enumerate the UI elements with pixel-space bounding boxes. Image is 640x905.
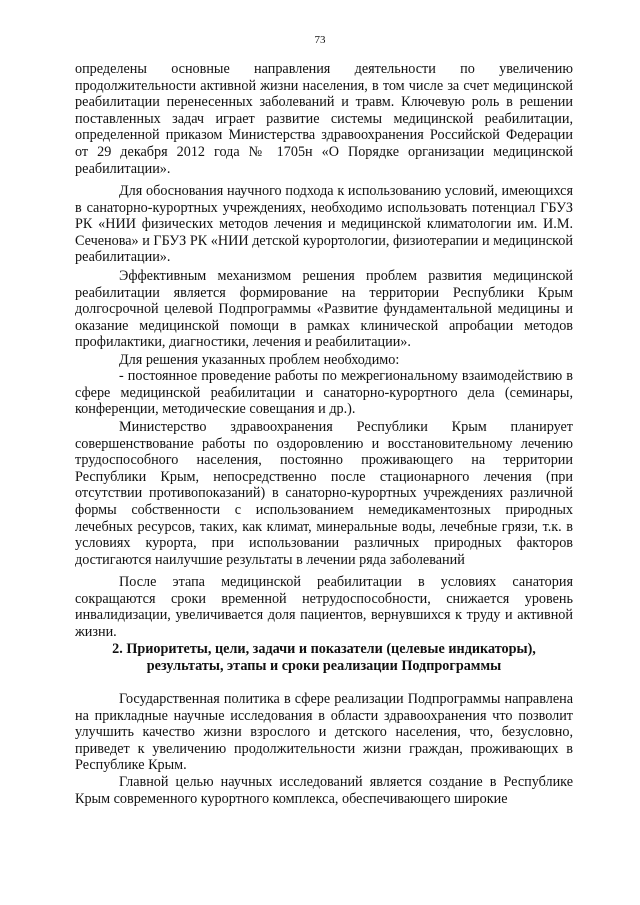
section-heading-line-2: результаты, этапы и сроки реализации Подпрограммы [146,658,502,674]
paragraph-text: Эффективным механизмом решения проблем развития медицинской реабилитации является формирование на территории Республики Крым долгосрочной целевой Подпрограммы «Развитие фундаментальной медицины и оказание медицинской помощи в рамках клинической апробации методов профилактики, диагностики, лечения и реабилитации». [75,268,573,351]
paragraph-ministry-plans [75,419,573,568]
paragraph-sanatorium-results [75,574,573,640]
paragraph-text: Министерство здравоохранения Республики Крым планирует совершенствование работы по оздоровлению и восстановительному лечению трудоспособного населения, постоянно проживающего на территории Республики Крым, непосредственно после стационарного лечения (при отсутствии противопоказаний) в санаторно-курортных учреждениях различной формы собственности с использованием немедикаментозных природных лечебных ресурсов, таких, как климат, минеральные воды, лечебные грязи, т.к. в условиях курорта, при использовании различных природных факторов достигаются наилучшие результаты в лечении ряда заболеваний [75,419,573,568]
page-number: 73 [314,34,326,46]
paragraph-effective-mechanism [75,268,573,351]
paragraph-text: - постоянное проведение работы по межрегиональному взаимодействию в сфере медицинской реабилитации и санаторно-курортного дела (семинары, конференции, методические совещания и др.). [75,368,573,418]
paragraph-interregional-work [75,368,573,418]
paragraph-necessary-measures [75,352,573,369]
section-heading [75,641,573,675]
section-heading-line-1: 2. Приоритеты, цели, задачи и показатели (целевые индикаторы), [112,641,536,657]
paragraph-rehabilitation-directions [75,61,573,177]
paragraph-state-policy [75,691,573,774]
paragraph-text: Для обоснования научного подхода к использованию условий, имеющихся в санаторно-курортных учреждениях, необходимо использовать потенциал ГБУЗ РК «НИИ физических методов лечения и медицинской климатологии им. И.М. Сеченова» и ГБУЗ РК «НИИ детской курортологии, физиотерапии и медицинской реабилитации». [75,183,573,266]
paragraph-text: Для решения указанных проблем необходимо: [119,352,400,368]
paragraph-text: определены основные направления деятельности по увеличению продолжительности активной жизни населения, в том числе за счет медицинской реабилитации перенесенных заболеваний и травм. Ключевую роль в решении поставленных задач играет развитие системы медицинской реабилитации, определенной приказом Министерства здравоохранения Российской Федерации от 29 декабря 2012 года № 1705н «О Порядке организации медицинской реабилитации». [75,61,573,177]
paragraph-text: После этапа медицинской реабилитации в условиях санатория сокращаются сроки временной нетрудоспособности, снижается уровень инвалидизации, увеличивается доля пациентов, вернувшихся к труду и активной жизни. [75,574,573,640]
paragraph-text: Главной целью научных исследований является создание в Республике Крым современного курортного комплекса, обеспечивающего широкие [75,774,573,807]
paragraph-main-goal [75,774,573,807]
paragraph-scientific-approach [75,183,573,266]
paragraph-text: Государственная политика в сфере реализации Подпрограммы направлена на прикладные научные исследования в области здравоохранения что позволит улучшить качество жизни взрослого и детского населения, что, безусловно, приведет к увеличению продолжительности жизни граждан, проживающих в Республике Крым. [75,691,573,774]
